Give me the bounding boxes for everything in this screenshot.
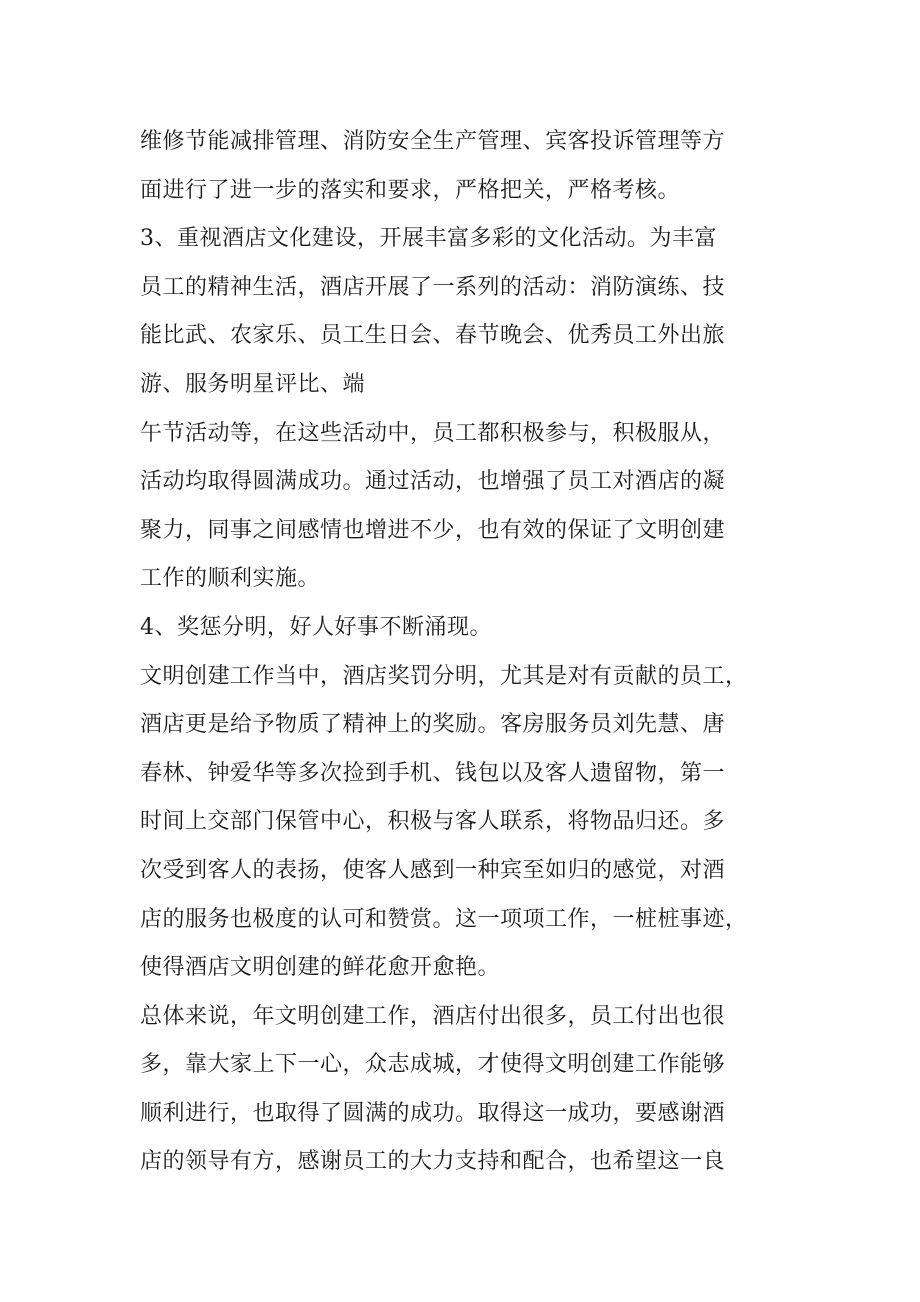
text-line: 活动均取得圆满成功。通过活动，也增强了员工对酒店的凝 xyxy=(140,469,726,495)
text-line: 面进行了进一步的落实和要求，严格把关，严格考核。 xyxy=(140,177,681,203)
text-line: 使得酒店文明创建的鲜花愈开愈艳。 xyxy=(140,955,501,981)
text-line: 游、服务明星评比、端 xyxy=(140,371,366,397)
text-line: 文明创建工作当中，酒店奖罚分明，尤其是对有贡献的员工， xyxy=(140,663,748,689)
text-line: 店的领导有方，感谢员工的大力支持和配合，也希望这一良 xyxy=(140,1149,726,1175)
text-line: 能比武、农家乐、员工生日会、春节晚会、优秀员工外出旅 xyxy=(140,323,726,349)
text-line: 店的服务也极度的认可和赞赏。这一项项工作，一桩桩事迹， xyxy=(140,906,748,932)
text-line: 午节活动等，在这些活动中，员工都积极参与，积极服从， xyxy=(140,420,726,446)
text-line: 3、重视酒店文化建设，开展丰富多彩的文化活动。为丰富 xyxy=(140,226,717,252)
text-line: 维修节能减排管理、消防安全生产管理、宾客投诉管理等方 xyxy=(140,129,726,154)
text-line: 4、奖惩分明，好人好事不断涌现。 xyxy=(140,614,492,640)
document-body xyxy=(140,118,790,1187)
text-line: 员工的精神生活，酒店开展了一系列的活动：消防演练、技 xyxy=(140,274,726,300)
text-line: 聚力，同事之间感情也增进不少，也有效的保证了文明创建 xyxy=(140,517,726,543)
text-line: 工作的顺利实施。 xyxy=(140,566,321,592)
text-line: 总体来说，年文明创建工作，酒店付出很多，员工付出也很 xyxy=(140,1003,726,1029)
text-line: 酒店更是给予物质了精神上的奖励。客房服务员刘先慧、唐 xyxy=(140,712,726,738)
text-line: 次受到客人的表扬，使客人感到一种宾至如归的感觉，对酒 xyxy=(140,857,726,883)
text-line: 时间上交部门保管中心，积极与客人联系，将物品归还。多 xyxy=(140,809,726,835)
text-line: 春林、钟爱华等多次捡到手机、钱包以及客人遗留物，第一 xyxy=(140,760,726,786)
text-line: 顺利进行，也取得了圆满的成功。取得这一成功，要感谢酒 xyxy=(140,1100,726,1126)
text-line: 多，靠大家上下一心，众志成城，才使得文明创建工作能够 xyxy=(140,1052,726,1078)
